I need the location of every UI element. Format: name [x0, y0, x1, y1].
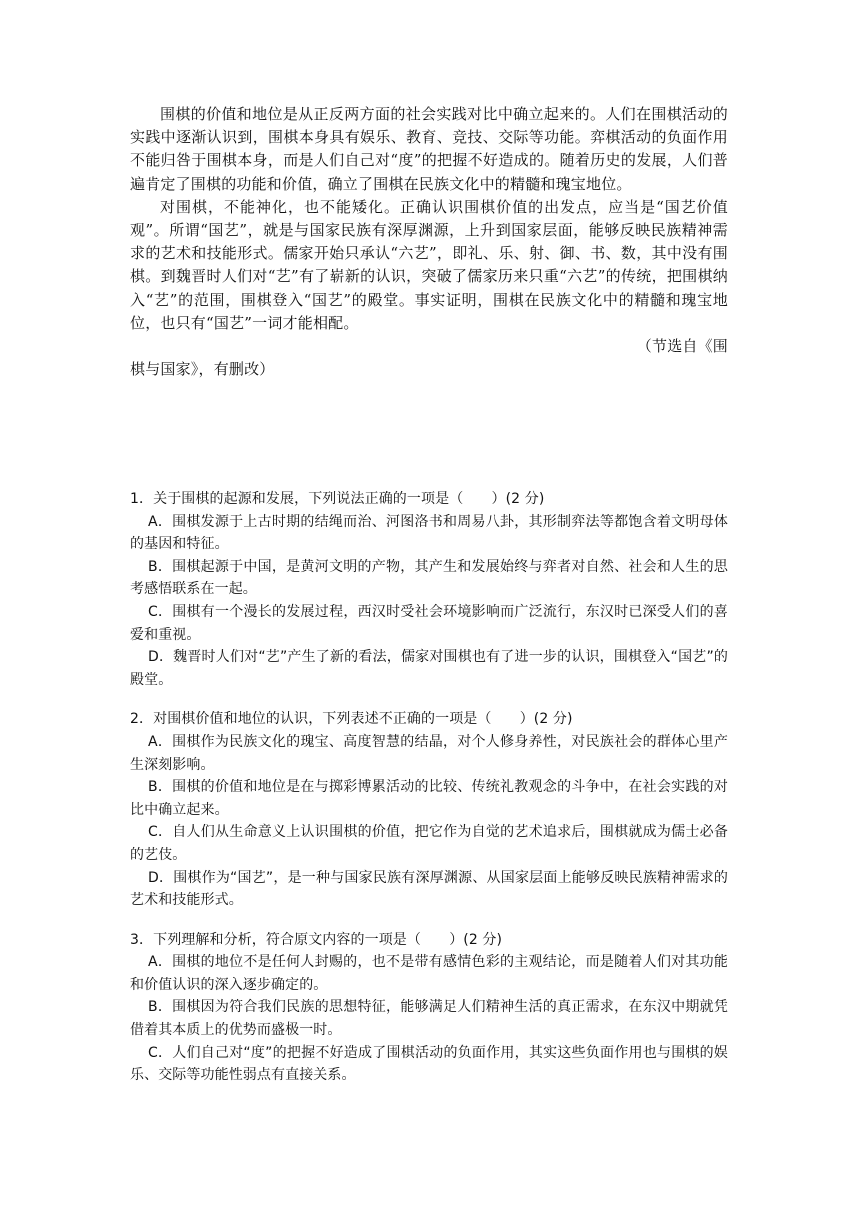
question-stem: 2．对围棋价值和地位的认识，下列表述不正确的一项是（ ）(2 分)	[130, 711, 573, 728]
passage-paragraph: 对围棋，不能神化，也不能矮化。正确认识围棋价值的出发点，应当是“国艺价值观”。所谓“国艺”，就是与国家民族有深厚渊源，上升到国家层面，能够反映民族精神需求的艺术和技能形式。儒家开始只承认“六艺”，即礼、乐、射、御、书、数，其中没有围棋。到魏晋时人们对“艺”有了崭新的认识，突破了儒家历来只重“六艺”的传统，把围棋纳入“艺”的范围，围棋登入“国艺”的殿堂。事实证明，围棋在民族文化中的精髓和瑰宝地位，也只有“国艺”一词才能相配。	[130, 197, 728, 332]
option-d: D．魏晋时人们对“艺”产生了新的看法，儒家对围棋也有了进一步的认识，围棋登入“国艺”的殿堂。	[130, 649, 728, 688]
question-stem: 3．下列理解和分析，符合原文内容的一项是（ ）(2 分)	[130, 931, 503, 948]
passage-paragraph: 围棋的价值和地位是从正反两方面的社会实践对比中确立起来的。人们在围棋活动的实践中逐渐认识到，围棋本身具有娱乐、教育、竞技、交际等功能。弈棋活动的负面作用不能归咎于围棋本身，而是人们自己对“度”的把握不好造成的。随着历史的发展，人们普遍肯定了围棋的功能和价值，确立了围棋在民族文化中的精髓和瑰宝地位。	[130, 105, 728, 193]
question-1	[130, 488, 728, 691]
source-citation-continued: 棋与国家》，有删改）	[130, 360, 275, 379]
option-a: A．围棋作为民族文化的瑰宝、高度智慧的结晶，对个人修身养性，对民族社会的群体心里产生深刻影响。	[130, 733, 728, 773]
option-b: B．围棋的价值和地位是在与掷彩博累活动的比较、传统礼教观念的斗争中，在社会实践的对比中确立起来。	[130, 779, 728, 818]
option-a: A．围棋的地位不是任何人封赐的，也不是带有感情色彩的主观结论，而是随着人们对其功能和价值认识的深入逐步确定的。	[130, 954, 728, 993]
option-d: D．围棋作为“国艺”，是一种与国家民族有深厚渊源、从国家层面上能够反映民族精神需求的艺术和技能形式。	[130, 869, 728, 909]
question-3	[130, 929, 728, 1087]
reading-passage	[130, 103, 728, 381]
source-citation: （节选自《围	[636, 337, 728, 356]
option-b: B．围棋因为符合我们民族的思想特征，能够满足人们精神生活的真正需求，在东汉中期就凭借着其本质上的优势而盛极一时。	[130, 999, 728, 1039]
option-c: C．人们自己对“度”的把握不好造成了围棋活动的负面作用，其实这些负面作用也与围棋的娱乐、交际等功能性弱点有直接关系。	[130, 1044, 728, 1084]
option-a: A．围棋发源于上古时期的结绳而治、河图洛书和周易八卦，其形制弈法等都饱含着文明母体的基因和特征。	[130, 513, 728, 553]
question-stem: 1．关于围棋的起源和发展，下列说法正确的一项是（ ）(2 分)	[130, 491, 545, 507]
question-list	[130, 488, 728, 1104]
option-b: B．围棋起源于中国，是黄河文明的产物，其产生和发展始终与弈者对自然、社会和人生的思考感悟联系在一起。	[130, 558, 728, 598]
question-2	[130, 708, 728, 911]
option-c: C．围棋有一个漫长的发展过程，西汉时受社会环境影响而广泛流行，东汉时已深受人们的喜爱和重视。	[130, 603, 728, 643]
option-c: C．自人们从生命意义上认识围棋的价值，把它作为自觉的艺术追求后，围棋就成为儒士必备的艺伎。	[130, 824, 728, 863]
